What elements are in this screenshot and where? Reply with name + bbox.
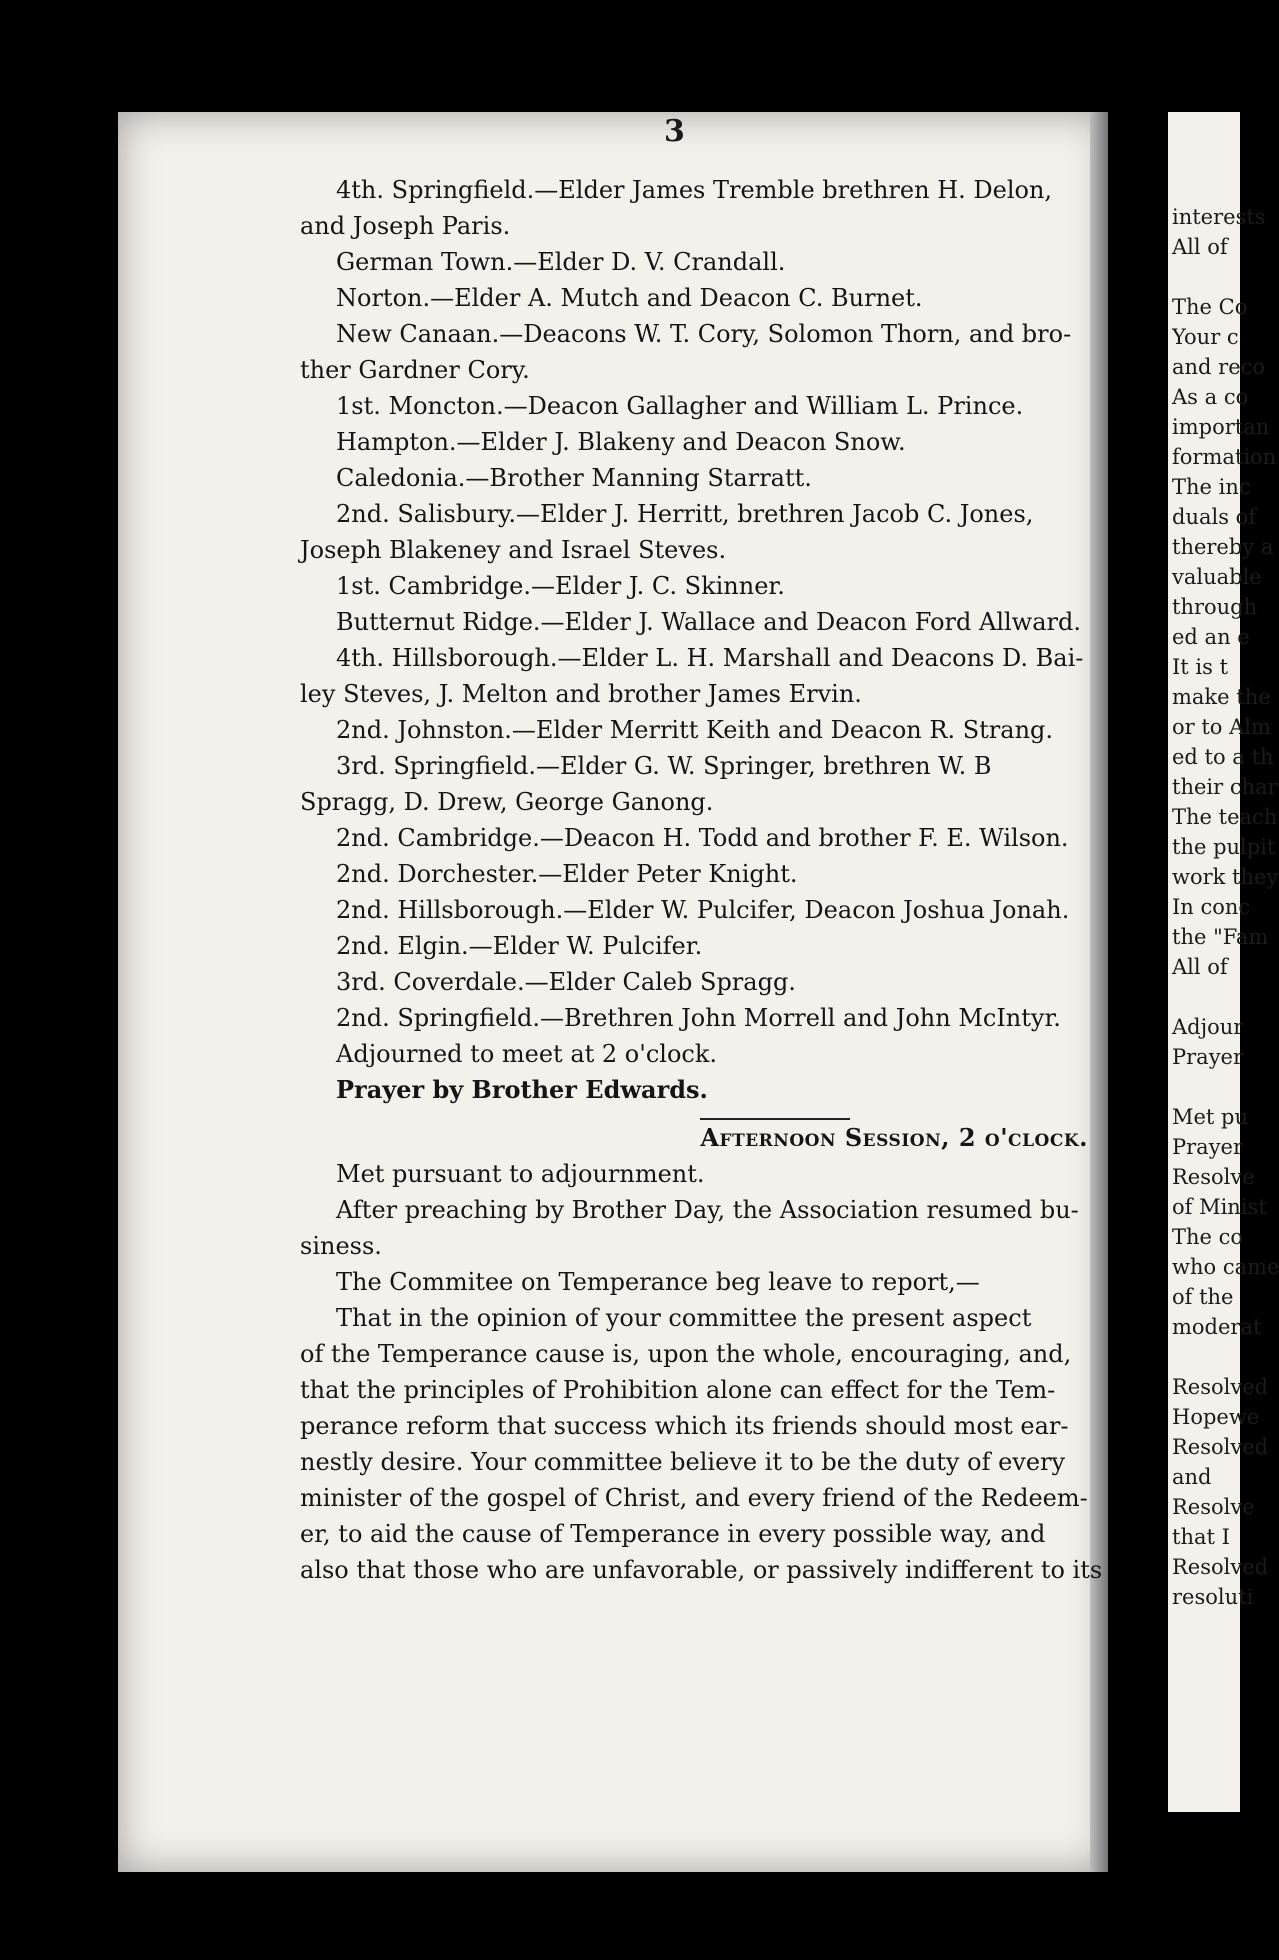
adjacent-text-fragment: Resolved [1172, 1375, 1269, 1399]
text-line: 4th. Hillsborough.—Elder L. H. Marshall and Deacons D. Bai- [336, 644, 1084, 672]
adjacent-text-fragment: As a co [1172, 385, 1249, 409]
text-line: Adjourned to meet at 2 o'clock. [336, 1040, 718, 1068]
text-line: 3rd. Springfield.—Elder G. W. Springer, brethren W. B [336, 752, 992, 780]
adjacent-text-fragment: duals of [1172, 505, 1257, 529]
adjacent-text-fragment: moderat [1172, 1315, 1262, 1339]
adjacent-text-fragment: All of [1172, 955, 1228, 979]
text-line: of the Temperance cause is, upon the whole, encouraging, and, [300, 1340, 1072, 1368]
adjacent-text-fragment: importan [1172, 415, 1270, 439]
text-line: minister of the gospel of Christ, and every friend of the Redeem- [300, 1484, 1088, 1512]
text-line: ley Steves, J. Melton and brother James Ervin. [300, 680, 862, 708]
adjacent-page-fragment [1168, 112, 1279, 1812]
adjacent-text-fragment: or to Alm [1172, 715, 1271, 739]
text-line: er, to aid the cause of Temperance in every possible way, and [300, 1520, 1046, 1548]
text-line: 1st. Cambridge.—Elder J. C. Skinner. [336, 572, 785, 600]
adjacent-text-fragment: interests [1172, 205, 1266, 229]
adjacent-text-fragment: of Minist [1172, 1195, 1267, 1219]
text-line: ther Gardner Cory. [300, 356, 530, 384]
adjacent-text-fragment [1168, 142, 1240, 172]
text-line: German Town.—Elder D. V. Crandall. [336, 248, 786, 276]
page-text [300, 172, 1103, 1588]
text-line: 2nd. Hillsborough.—Elder W. Pulcifer, Deacon Joshua Jonah. [336, 896, 1070, 924]
text-line: perance reform that success which its friends should most ear- [300, 1412, 1069, 1440]
adjacent-text-fragment: Met pu [1172, 1105, 1249, 1129]
adjacent-text-fragment [1168, 262, 1240, 292]
delegate-list [300, 172, 1100, 1108]
adjacent-text-fragment: the "Fam [1172, 925, 1269, 949]
adjacent-text-fragment: In conc [1172, 895, 1251, 919]
adjacent-text-fragment: The Co [1172, 295, 1248, 319]
adjacent-text-fragment: Resolved [1172, 1435, 1269, 1459]
adjacent-text-fragment [1168, 1072, 1240, 1102]
text-line: The Commitee on Temperance beg leave to report,— [336, 1268, 980, 1296]
adjacent-text-fragment: It is t [1172, 655, 1229, 679]
adjacent-text-fragment: the pulpit [1172, 835, 1276, 859]
adjacent-text-fragment: of the [1172, 1285, 1234, 1309]
session-heading: Afternoon Session, 2 o'clock. [700, 1123, 1088, 1152]
text-line: New Canaan.—Deacons W. T. Cory, Solomon Thorn, and bro- [336, 320, 1072, 348]
page-number: 3 [664, 114, 685, 149]
adjacent-text-fragment [1168, 982, 1240, 1012]
text-line: 2nd. Johnston.—Elder Merritt Keith and Deacon R. Strang. [336, 716, 1054, 744]
adjacent-text-fragment: valuable [1172, 565, 1262, 589]
adjacent-text-fragment: resoluti [1172, 1585, 1254, 1609]
text-line: After preaching by Brother Day, the Association resumed bu- [336, 1196, 1079, 1224]
adjacent-text-fragment: and reco [1172, 355, 1266, 379]
adjacent-text-fragment: who came [1172, 1255, 1279, 1279]
text-line: Spragg, D. Drew, George Ganong. [300, 788, 714, 816]
text-line: 2nd. Cambridge.—Deacon H. Todd and brother F. E. Wilson. [336, 824, 1069, 852]
afternoon-minutes [300, 1156, 1103, 1588]
adjacent-text-fragment [1168, 112, 1240, 142]
adjacent-text-fragment: All of [1172, 235, 1228, 259]
adjacent-text-fragment [1168, 1342, 1240, 1372]
adjacent-text-fragment: Your c [1172, 325, 1239, 349]
adjacent-text-fragment: The teach [1172, 805, 1278, 829]
adjacent-text-fragment [1168, 172, 1240, 202]
text-line: 2nd. Dorchester.—Elder Peter Knight. [336, 860, 798, 888]
text-line: Butternut Ridge.—Elder J. Wallace and Deacon Ford Allward. [336, 608, 1081, 636]
text-line: Prayer by Brother Edwards. [336, 1075, 708, 1104]
text-line: Caledonia.—Brother Manning Starratt. [336, 464, 812, 492]
text-line: Met pursuant to adjournment. [336, 1160, 705, 1188]
text-line: and Joseph Paris. [300, 212, 511, 240]
text-line: siness. [300, 1232, 382, 1260]
text-line: 2nd. Elgin.—Elder W. Pulcifer. [336, 932, 703, 960]
adjacent-text-fragment: thereby a [1172, 535, 1274, 559]
adjacent-text-fragment: make the [1172, 685, 1271, 709]
text-line: that the principles of Prohibition alone can effect for the Tem- [300, 1376, 1056, 1404]
text-line: also that those who are unfavorable, or passively indifferent to its [300, 1556, 1103, 1584]
text-line: 4th. Springfield.—Elder James Tremble brethren H. Delon, [336, 176, 1053, 204]
adjacent-text-fragment: Resolved [1172, 1555, 1269, 1579]
adjacent-text-fragment: The inc [1172, 475, 1251, 499]
adjacent-text-fragment: Adjour [1172, 1015, 1244, 1039]
text-line: Joseph Blakeney and Israel Steves. [300, 536, 727, 564]
adjacent-text-fragment: Resolve [1172, 1165, 1255, 1189]
adjacent-text-fragment: and [1172, 1465, 1212, 1489]
text-line: 1st. Moncton.—Deacon Gallagher and William L. Prince. [336, 392, 1024, 420]
text-line: 2nd. Salisbury.—Elder J. Herritt, brethren Jacob C. Jones, [336, 500, 1034, 528]
adjacent-text-fragment: work they [1172, 865, 1279, 889]
text-line: Norton.—Elder A. Mutch and Deacon C. Burnet. [336, 284, 923, 312]
adjacent-text-fragment: ed to a th [1172, 745, 1274, 769]
adjacent-text-fragment: Prayer [1172, 1135, 1244, 1159]
adjacent-text-fragment: Hopewe [1172, 1405, 1260, 1429]
adjacent-text-fragment: that I [1172, 1525, 1230, 1549]
text-line: Hampton.—Elder J. Blakeny and Deacon Snow. [336, 428, 906, 456]
adjacent-text-fragment: Resolve [1172, 1495, 1255, 1519]
text-line: That in the opinion of your committee the present aspect [336, 1304, 1032, 1332]
text-line: 2nd. Springfield.—Brethren John Morrell and John McIntyr. [336, 1004, 1061, 1032]
adjacent-text-fragment: formation [1172, 445, 1277, 469]
adjacent-text-fragment: through [1172, 595, 1258, 619]
adjacent-text-fragment: their char [1172, 775, 1278, 799]
adjacent-text-fragment: ed an e [1172, 625, 1250, 649]
adjacent-text-fragment: The co [1172, 1225, 1244, 1249]
text-line: nestly desire. Your committee believe it to be the duty of every [300, 1448, 1066, 1476]
adjacent-text-fragment: Prayer [1172, 1045, 1244, 1069]
text-line: 3rd. Coverdale.—Elder Caleb Spragg. [336, 968, 796, 996]
